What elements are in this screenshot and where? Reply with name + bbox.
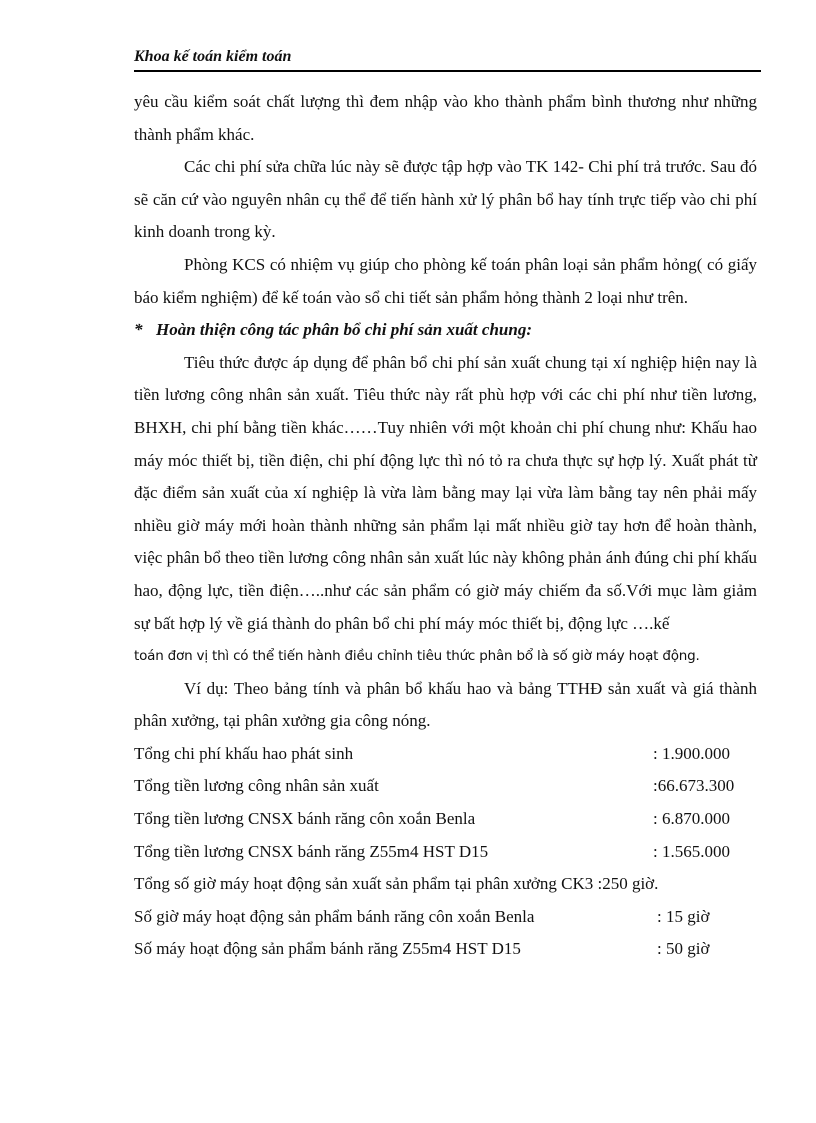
- figure-label: Tổng chi phí khấu hao phát sinh: [134, 743, 354, 763]
- figure-value: : 6.870.000: [653, 809, 730, 829]
- figure-row: [134, 901, 757, 934]
- section-heading: [134, 314, 757, 347]
- document-body: [134, 86, 757, 966]
- figure-row: [134, 836, 757, 869]
- figure-value: : 1.900.000: [653, 743, 730, 763]
- page-header-title: Khoa kế toán kiểm toán: [134, 48, 292, 65]
- paragraph-3: Phòng KCS có nhiệm vụ giúp cho phòng kế toán phân loại sản phẩm hỏng( có giấy báo kiểm nghiệm) để kế toán vào sổ chi tiết sản phẩm hỏng thành 2 loại như trên.: [134, 254, 757, 307]
- bullet-star: *: [134, 320, 143, 340]
- figure-row: [134, 803, 757, 836]
- section-heading-text: Hoàn thiện công tác phân bổ chi phí sản xuất chung:: [156, 320, 532, 340]
- figure-label: Số giờ máy hoạt động sản phẩm bánh răng côn xoắn Benla: [134, 906, 535, 926]
- figure-value: : 1.565.000: [653, 841, 730, 861]
- figure-row: [134, 770, 757, 803]
- figure-row: [134, 933, 757, 966]
- paragraph-5: Ví dụ: Theo bảng tính và phân bổ khấu hao và bảng TTHĐ sản xuất và giá thành phân xưởng, tại phân xưởng gia công nóng.: [134, 678, 757, 731]
- figure-value: : 50 giờ: [657, 939, 710, 959]
- figure-label: Tổng tiền lương CNSX bánh răng Z55m4 HST D15: [134, 841, 489, 861]
- paragraph-4: Tiêu thức được áp dụng để phân bổ chi phí sản xuất chung tại xí nghiệp hiện nay là tiền lương công nhân sản xuất. Tiêu thức này rất phù hợp với các chi phí như tiền lương, BHXH, chi phí bằng tiền khác……Tuy nhiên với một khoản chi phí chung như: Khấu hao máy móc thiết bị, tiền điện, chi phí động lực thì nó tỏ ra chưa thực sự hợp lý. Xuất phát từ đặc điểm sản xuất của xí nghiệp là vừa làm bằng may lại vừa làm bằng tay nên phải mấy nhiều giờ máy mới hoàn thành những sản phẩm lại mất nhiều giờ tay hơn để hoàn thành, việc phân bổ theo tiền lương công nhân sản xuất lúc này không phản ánh đúng chi phí khấu hao, động lực, tiền điện…..như các sản phẩm có giờ máy chiếm đa số.Với mục làm giảm sự bất hợp lý về giá thành do phân bổ chi phí máy móc thiết bị, động lực ….kế: [134, 352, 757, 633]
- figure-value: : 15 giờ: [657, 906, 710, 926]
- figure-label: Số máy hoạt động sản phẩm bánh răng Z55m4 HST D15: [134, 939, 521, 959]
- figure-row: [134, 738, 757, 771]
- paragraph-2: Các chi phí sửa chữa lúc này sẽ được tập hợp vào TK 142- Chi phí trả trước. Sau đó sẽ căn cứ vào nguyên nhân cụ thể để tiến hành xử lý phân bổ hay tính trực tiếp vào chi phí kinh doanh trong kỳ.: [134, 157, 757, 242]
- header-divider: [134, 70, 761, 72]
- figure-label: Tổng số giờ máy hoạt động sản xuất sản phẩm tại phân xưởng CK3 :250 giờ.: [134, 874, 659, 894]
- figure-label: Tổng tiền lương công nhân sản xuất: [134, 776, 379, 796]
- paragraph-1: yêu cầu kiểm soát chất lượng thì đem nhập vào kho thành phẩm bình thương như những thành phẩm khác.: [134, 92, 757, 144]
- figure-value: :66.673.300: [653, 776, 735, 796]
- figures-list: [134, 738, 757, 966]
- figure-row: [134, 868, 757, 901]
- paragraph-4-tail: toán đơn vị thì có thể tiến hành điều chỉnh tiêu thức phân bổ là số giờ máy hoạt động.: [134, 648, 700, 665]
- figure-label: Tổng tiền lương CNSX bánh răng côn xoắn Benla: [134, 809, 476, 829]
